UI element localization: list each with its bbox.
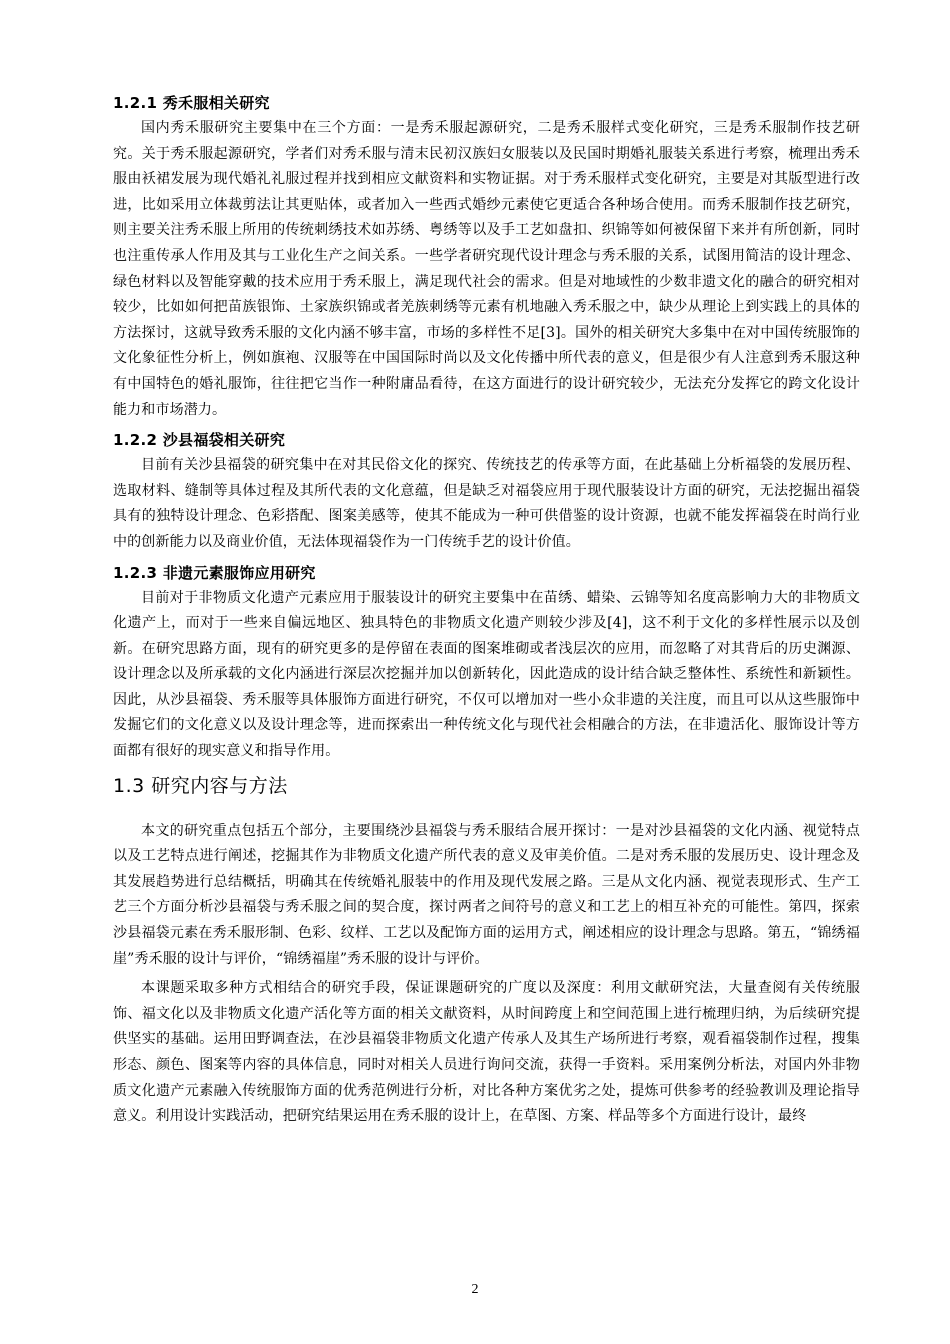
section-paragraph: 国内秀禾服研究主要集中在三个方面：一是秀禾服起源研究，二是秀禾服样式变化研究，三是秀禾服制作技艺研究。关于秀禾服起源研究，学者们对秀禾服与清末民初汉族妇女服装以及民国时期婚礼服装关系进行考察，梳理出秀禾服由袄裙发展为现代婚礼礼服过程并找到相应文献资料和实物证据。对于秀禾服样式变化研究，主要是对其版型进行改进，比如采用立体裁剪法让其更贴体，或者加入一些西式婚纱元素使它更适合各种场合使用。而秀禾服制作技艺研究，则主要关注秀禾服上所用的传统刺绣技术如苏绣、粤绣等以及手工艺如盘扣、织锦等如何被保留下来并有所创新，同时也注重传承人作用及其与工业化生产之间关系。一些学者研究现代设计理念与秀禾服的关系，试图用简洁的设计理念、绿色材料以及智能穿戴的技术应用于秀禾服上，满足现代社会的需求。但是对地域性的少数非遗文化的融合的研究相对较少，比如如何把苗族银饰、土家族织锦或者羌族刺绣等元素有机地融入秀禾服之中，缺少从理论上到实践上的具体的方法探讨，这就导致秀禾服的文化内涵不够丰富，市场的多样性不足[3]。国外的相关研究大多集中在对中国传统服饰的文化象征性分析上，例如旗袍、汉服等在中国国际时尚以及文化传播中所代表的意义，但是很少有人注意到秀禾服这种有中国特色的婚礼服饰，往往把它当作一种附庸品看待，在这方面进行的设计研究较少，无法充分发挥它的跨文化设计能力和市场潜力。 [113, 120, 860, 418]
section-paragraph: 本课题采取多种方式相结合的研究手段，保证课题研究的广度以及深度：利用文献研究法，大量查阅有关传统服饰、福文化以及非物质文化遗产活化等方面的相关文献资料，从时间跨度上和空间范围上进行梳理归纳，为后续研究提供坚实的基础。运用田野调查法，在沙县福袋非物质文化遗产传承人及其生产场所进行考察，观看福袋制作过程，搜集形态、颜色、图案等内容的具体信息，同时对相关人员进行询问交流，获得一手资料。采用案例分析法，对国内外非物质文化遗产元素融入传统服饰方面的优秀范例进行分析，对比各种方案优劣之处，提炼可供参考的经验教训及理论指导意义。利用设计实践活动，把研究结果运用在秀禾服的设计上，在草图、方案、样品等多个方面进行设计，最终 [113, 980, 860, 1125]
section-paragraph: 目前有关沙县福袋的研究集中在对其民俗文化的探究、传统技艺的传承等方面，在此基础上分析福袋的发展历程、选取材料、缝制等具体过程及其所代表的文化意蕴，但是缺乏对福袋应用于现代服装设计方面的研究，无法挖掘出福袋具有的独特设计理念、色彩搭配、图案美感等，使其不能成为一种可供借鉴的设计资源，也就不能发挥福袋在时尚行业中的创新能力以及商业价值，无法体现福袋作为一门传统手艺的设计价值。 [113, 457, 860, 550]
section-heading-1-2-1: 1.2.1 秀禾服相关研究 [113, 94, 270, 112]
section-paragraph: 目前对于非物质文化遗产元素应用于服装设计的研究主要集中在苗绣、蜡染、云锦等知名度高影响力大的非物质文化遗产上，而对于一些来自偏远地区、独具特色的非物质文化遗产则较少涉及[4]，这不利于文化的多样性展示以及创新。在研究思路方面，现有的研究更多的是停留在表面的图案堆砌或者浅层次的应用，而忽略了对其背后的历史渊源、设计理念以及所承载的文化内涵进行深层次挖掘并加以创新转化，因此造成的设计结合缺乏整体性、系统性和新颖性。因此，从沙县福袋、秀禾服等具体服饰方面进行研究，不仅可以增加对一些小众非遗的关注度，而且可以从这些服饰中发掘它们的文化意义以及设计理念等，进而探索出一种传统文化与现代社会相融合的方法，在非遗活化、服饰设计等方面都有很好的现实意义和指导作用。 [113, 589, 860, 760]
section-heading-1-2-3: 1.2.3 非遗元素服饰应用研究 [113, 563, 316, 582]
section-heading-1-2-2: 1.2.2 沙县福袋相关研究 [113, 431, 286, 450]
section-heading-1-3: 1.3 研究内容与方法 [113, 774, 288, 797]
page-content [113, 90, 860, 1134]
section-paragraph: 本文的研究重点包括五个部分，主要围绕沙县福袋与秀禾服结合展开探讨：一是对沙县福袋的文化内涵、视觉特点以及工艺特点进行阐述，挖掘其作为非物质文化遗产所代表的意义及审美价值。二是对秀禾服的发展历史、设计理念及其发展趋势进行总结概括，明确其在传统婚礼服装中的作用及现代发展之路。三是从文化内涵、视觉表现形式、生产工艺三个方面分析沙县福袋与秀禾服之间的契合度，探讨两者之间符号的意义和工艺上的相互补充的可能性。第四，探索沙县福袋元素在秀禾服形制、色彩、纹样、工艺以及配饰方面的运用方式，阐述相应的设计理念与思路。第五，“锦绣福崖”秀禾服的设计与评价，“锦绣福崖”秀禾服的设计与评价。 [113, 822, 860, 967]
page-number: 2 [471, 1282, 479, 1297]
